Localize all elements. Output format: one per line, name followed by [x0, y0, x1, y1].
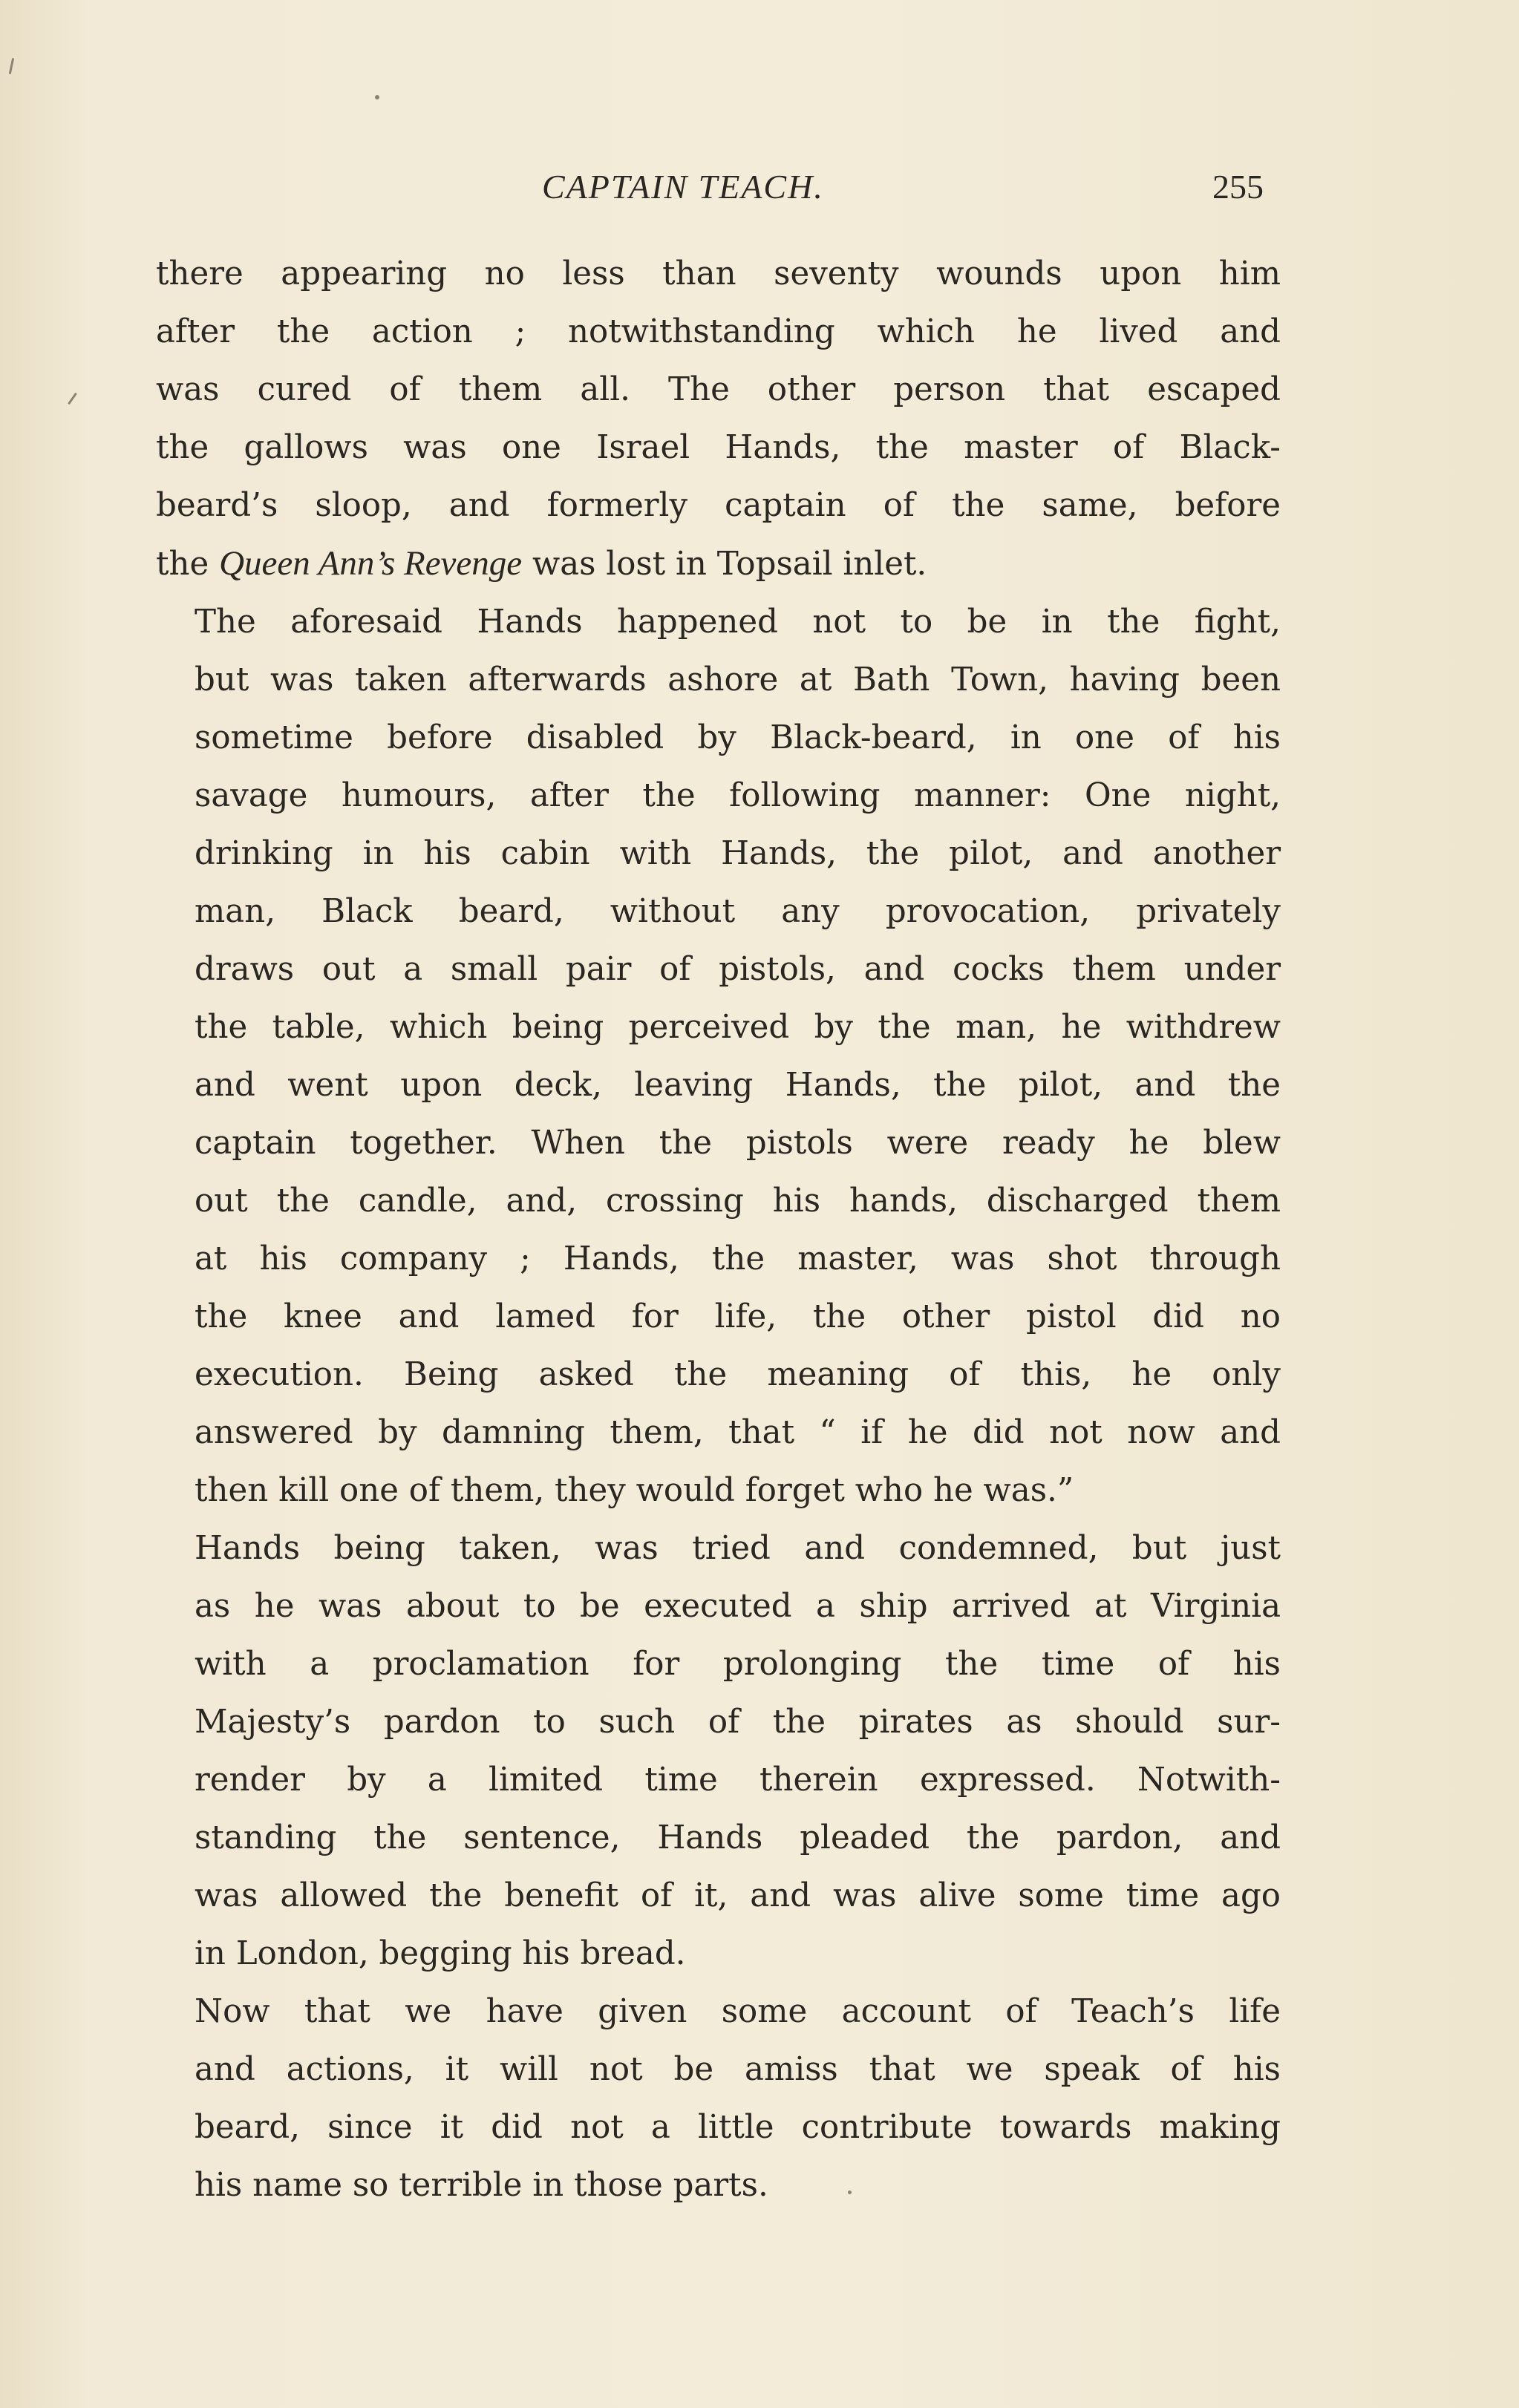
text-line: sometime before disabled by Black-beard, in one of his — [195, 719, 1281, 756]
text-line: and actions, it will not be amiss that we speak of his — [195, 2051, 1281, 2088]
page-number: 255 — [1212, 168, 1264, 206]
text-line: man, Black beard, without any provocation, privately — [195, 893, 1281, 930]
body-text — [156, 245, 1281, 2214]
text-line: was cured of them all. The other person that escaped — [156, 371, 1281, 408]
paper-speck — [9, 58, 15, 74]
text-line: savage humours, after the following manner: One night, — [195, 777, 1281, 814]
text-line: The aforesaid Hands happened not to be in the fight, — [195, 603, 1281, 641]
text-line: his name so terrible in those parts. — [195, 2167, 768, 2204]
text-line: the knee and lamed for life, the other pistol did no — [195, 1298, 1281, 1335]
text-fragment: was lost in Topsail inlet. — [522, 546, 927, 583]
text-line: but was taken afterwards ashore at Bath Town, having been — [195, 661, 1281, 698]
text-line: beard, since it did not a little contribute towards making — [195, 2109, 1281, 2146]
paragraph-4 — [156, 1983, 1281, 2214]
text-line: the table, which being perceived by the man, he withdrew — [195, 1009, 1281, 1046]
paragraph-3 — [156, 1519, 1281, 1983]
ship-name-italic: Queen Ann’s Revenge — [219, 544, 523, 583]
paragraph-1 — [156, 245, 1281, 593]
paragraph-2 — [156, 593, 1281, 1519]
text-line: out the candle, and, crossing his hands, discharged them — [195, 1182, 1281, 1220]
text-line — [156, 534, 1281, 593]
text-line: Hands being taken, was tried and condemned, but just — [195, 1530, 1281, 1567]
text-line: captain together. When the pistols were ready he blew — [195, 1125, 1281, 1162]
text-line: render by a limited time therein expressed. Notwith- — [195, 1761, 1281, 1799]
text-line: Majesty’s pardon to such of the pirates as should sur- — [195, 1704, 1281, 1741]
text-line: and went upon deck, leaving Hands, the pilot, and the — [195, 1067, 1281, 1104]
text-fragment: the — [156, 546, 220, 583]
text-line: Now that we have given some account of Teach’s life — [195, 1993, 1281, 2030]
text-line: in London, begging his bread. — [195, 1935, 686, 1972]
running-header — [0, 165, 1519, 209]
text-line: standing the sentence, Hands pleaded the pardon, and — [195, 1819, 1281, 1856]
text-line: as he was about to be executed a ship arrived at Virginia — [195, 1588, 1281, 1625]
text-line: was allowed the benefit of it, and was alive some time ago — [195, 1877, 1281, 1914]
text-line: after the action ; notwithstanding which he lived and — [156, 313, 1281, 350]
paper-speck — [68, 393, 77, 405]
running-title: CAPTAIN TEACH. — [542, 168, 824, 206]
text-line: draws out a small pair of pistols, and cocks them under — [195, 951, 1281, 988]
paper-speck — [375, 95, 379, 99]
text-line: at his company ; Hands, the master, was shot through — [195, 1240, 1281, 1277]
text-line: answered by damning them, that “ if he did not now and — [195, 1414, 1281, 1451]
text-line: beard’s sloop, and formerly captain of the same, before — [156, 487, 1281, 524]
text-line: execution. Being asked the meaning of this, he only — [195, 1356, 1281, 1393]
text-line: then kill one of them, they would forget who he was.” — [195, 1472, 1074, 1509]
text-line: drinking in his cabin with Hands, the pilot, and another — [195, 835, 1281, 872]
text-line: there appearing no less than seventy wounds upon him — [156, 255, 1281, 292]
text-line: with a proclamation for prolonging the time of his — [195, 1646, 1281, 1683]
text-line: the gallows was one Israel Hands, the master of Black- — [156, 429, 1281, 466]
